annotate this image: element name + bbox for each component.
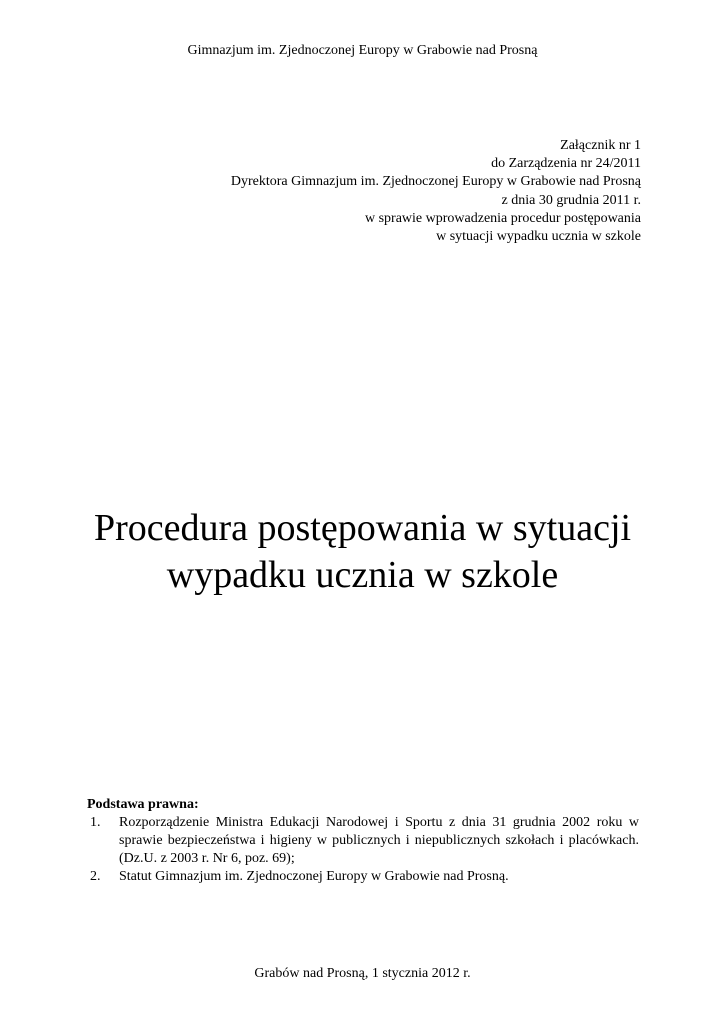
legal-basis-list <box>87 814 639 886</box>
title-line-2: wypadku ucznia w szkole <box>166 554 559 596</box>
annex-line: w sytuacji wypadku ucznia w szkole <box>436 229 641 245</box>
document-header <box>0 42 725 60</box>
place-and-date: Grabów nad Prosną, 1 stycznia 2012 r. <box>254 966 471 981</box>
list-item <box>87 868 639 886</box>
annex-line: Dyrektora Gimnazjum im. Zjednoczonej Europy w Grabowie nad Prosną <box>230 174 641 190</box>
title-line-1: Procedura postępowania w sytuacji <box>93 507 632 549</box>
list-item <box>87 814 639 868</box>
document-footer <box>0 965 725 983</box>
annex-line: z dnia 30 grudnia 2011 r. <box>501 192 641 208</box>
list-item-number: 1. <box>90 815 101 830</box>
annex-line: do Zarządzenia nr 24/2011 <box>491 156 641 172</box>
legal-basis-heading: Podstawa prawna: <box>87 797 199 812</box>
document-title <box>0 505 725 599</box>
legal-basis-section <box>87 796 639 886</box>
list-item-number: 2. <box>90 869 101 884</box>
annex-line: Załącznik nr 1 <box>560 138 641 153</box>
list-item-text: Rozporządzenie Ministra Edukacji Narodowej i Sportu z dnia 31 grudnia 2002 roku w sprawie bezpieczeństwa i higieny w publicznych i niepublicznych szkołach i placówkach. (Dz.U. z 2003 r. Nr 6, poz. 69); <box>119 815 639 866</box>
annex-block <box>121 137 641 246</box>
list-item-text: Statut Gimnazjum im. Zjednoczonej Europy w Grabowie nad Prosną. <box>119 869 509 884</box>
annex-line: w sprawie wprowadzenia procedur postępowania <box>364 210 641 226</box>
school-name: Gimnazjum im. Zjednoczonej Europy w Grabowie nad Prosną <box>187 43 538 58</box>
